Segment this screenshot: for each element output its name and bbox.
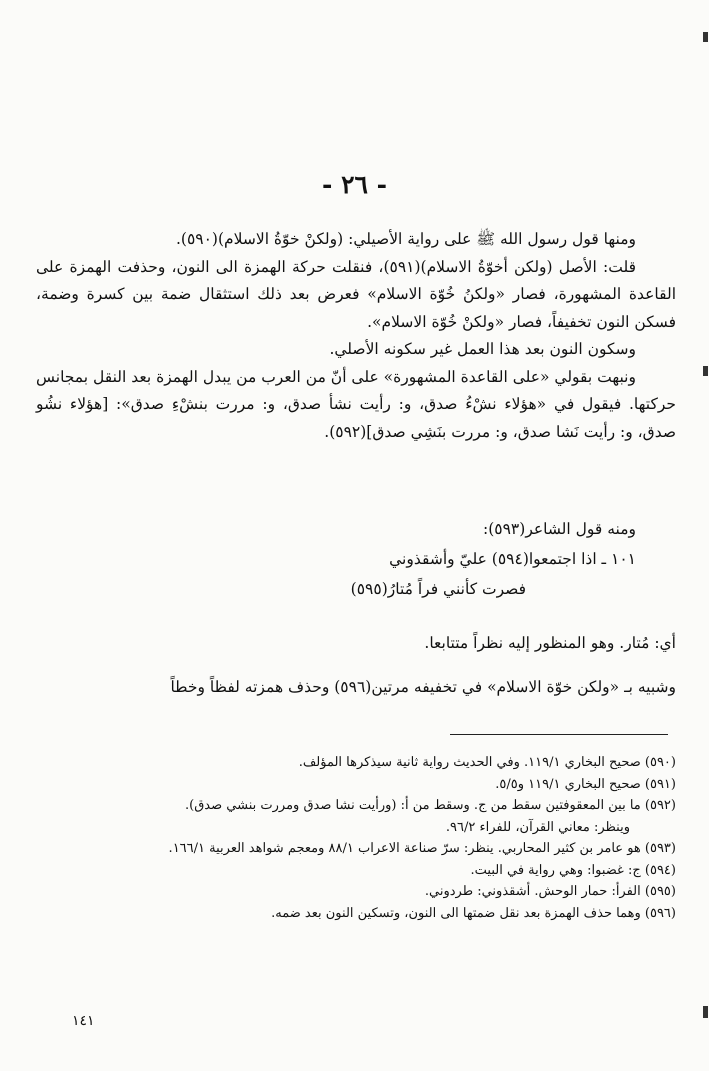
- scan-edge-mark: [703, 366, 708, 376]
- footnote-separator: [450, 734, 668, 735]
- footnote-590: (٥٩٠) صحيح البخاري ١١٩/١. وفي الحديث رواية ثانية سيذكرها المؤلف.: [298, 755, 676, 770]
- page-heading: - ٢٦ -: [321, 170, 388, 199]
- paragraph-sukun: وسكون النون بعد هذا العمل غير سكونه الأصلي.: [329, 340, 636, 358]
- footnote-591: (٥٩١) صحيح البخاري ١١٩/١ و٥/٥.: [495, 776, 676, 792]
- scan-edge-mark: [703, 32, 708, 42]
- footnote-594: (٥٩٤) ج: غضبوا: وهي رواية في البيت.: [470, 862, 676, 878]
- page-number: ١٤١: [72, 1013, 95, 1029]
- paragraph-rule: ونبهت بقولي «على القاعدة المشهورة» على أنّ من العرب من يبدل الهمزة بعد النقل بمجانس حركتها. فيقول في «هؤلاء نشْءُ صدق، و: رأيت نشأ صدق، و: مررت بنشْءِ صدق»: [هؤلاء نشُو صدق، و: رأيت نَشا صدق، و: مررت بنَشِي صدق](٥٩٢).: [36, 367, 676, 441]
- scan-edge-mark: [703, 1006, 708, 1018]
- footnote-595: (٥٩٥) الفرأ: حمار الوحش. أشقذوني: طردوني.: [424, 884, 676, 899]
- paragraph-explanation: قلت: الأصل (ولكن أخوّةُ الاسلام)(٥٩١)، فنقلت حركة الهمزة الى النون، وحذفت الهمزة على القاعدة المشهورة، فصار «ولكنُ خُوّة الاسلام» فعرض بعد ذلك استثقال ضمة بين كسرة وضمة، فسكن النون تخفيفاً، فصار «ولكنْ خُوّة الاسلام».: [36, 257, 676, 331]
- main-text: [36, 226, 676, 446]
- verse-second-hemistich: فصرت كأنني فراً مُتارُ(٥٩٥): [350, 580, 526, 598]
- footnotes: [36, 752, 676, 924]
- footnote-593: (٥٩٣) هو عامر بن كثير المحاربي. ينظر: سرّ صناعة الاعراب ٨٨/١ ومعجم شواهد العربية ١٦٦/١.: [168, 841, 676, 856]
- verse-first-hemistich: ١٠١ ـ اذا اجتمعوا(٥٩٤) عليّ وأشقذوني: [389, 550, 636, 568]
- footnote-596: (٥٩٦) وهما حذف الهمزة بعد نقل ضمتها الى النون، وتسكين النون بعد ضمه.: [271, 905, 676, 921]
- poet-intro: ومنه قول الشاعر(٥٩٣):: [483, 520, 636, 538]
- verse-gloss: أي: مُتار. وهو المنظور إليه نظراً متتابعا.: [424, 634, 676, 652]
- paragraph-hadith: ومنها قول رسول الله ﷺ على رواية الأصيلي: (ولكنْ خوّةُ الاسلام)(٥٩٠).: [175, 230, 636, 248]
- footnote-592: (٥٩٢) ما بين المعقوفتين سقط من ج. وسقط من أ: (ورأيت نشا صدق ومررت بنشي صدق).: [185, 798, 676, 813]
- closing-line: وشبيه بـ «ولكن خوّة الاسلام» في تخفيفه مرتين(٥٩٦) وحذف همزته لفظاً وخطاً: [170, 678, 676, 696]
- footnote-592-continuation: وينظر: معاني القرآن، للفراء ٩٦/٢.: [445, 819, 630, 835]
